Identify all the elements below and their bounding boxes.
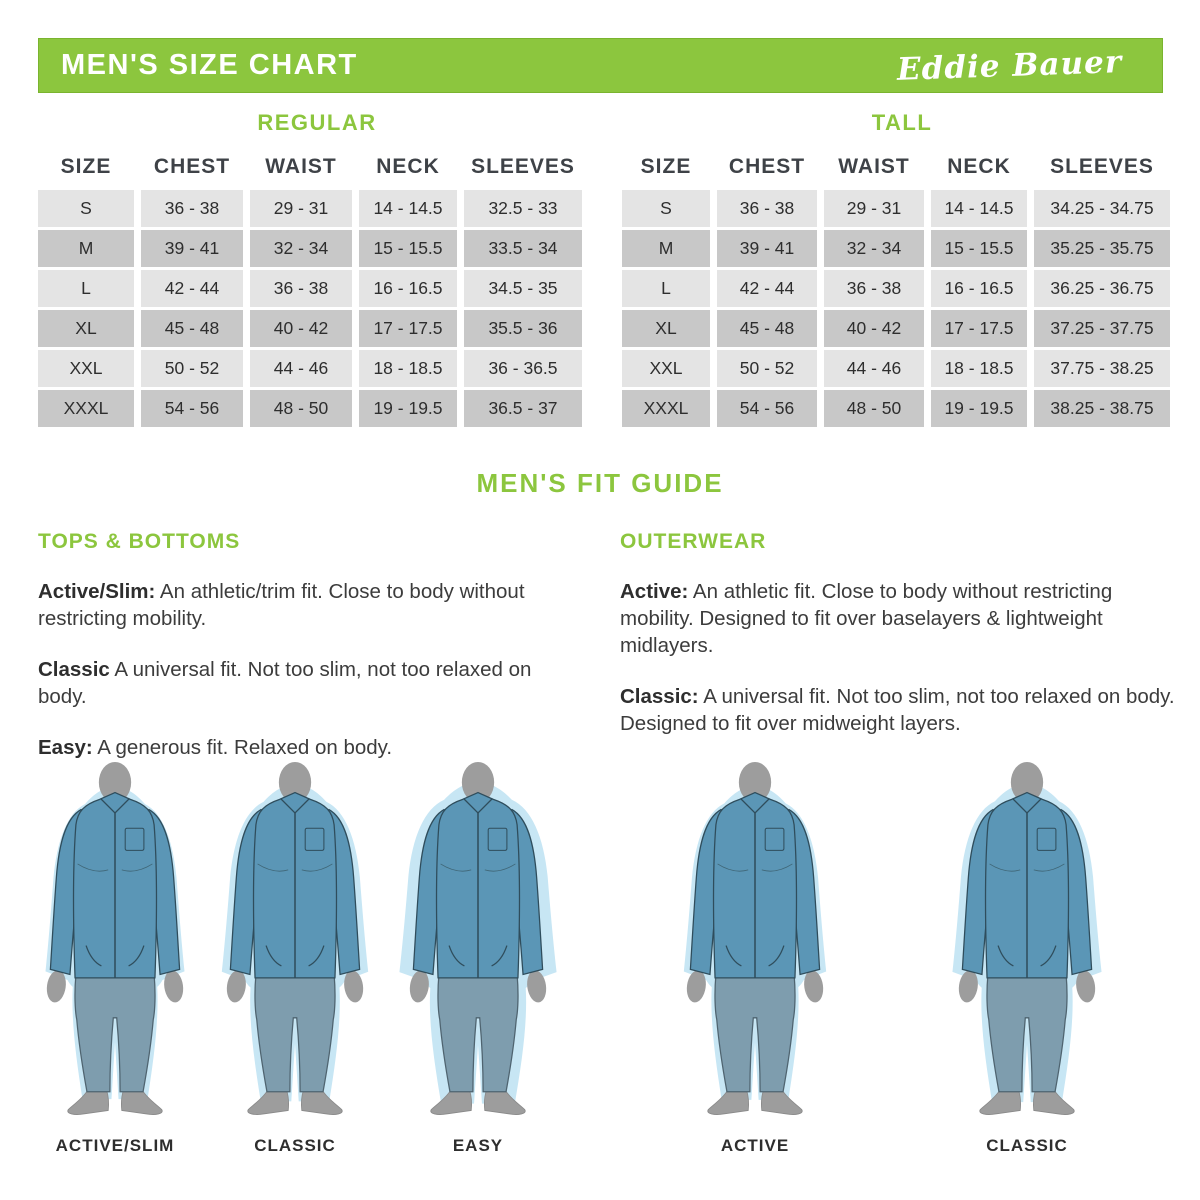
table-cell: 38.25 - 38.75 (1034, 390, 1170, 427)
table-cell: 29 - 31 (250, 190, 352, 227)
table-cell: L (622, 270, 710, 307)
table-row (622, 230, 1170, 267)
table-cell: 34.5 - 35 (464, 270, 582, 307)
page-title: MEN'S SIZE CHART (61, 49, 358, 81)
table-cell: 36 - 38 (250, 270, 352, 307)
regular-table-title: REGULAR (257, 110, 377, 135)
table-cell: 15 - 15.5 (359, 230, 457, 267)
table-row (622, 190, 1170, 227)
table-cell: 14 - 14.5 (931, 190, 1027, 227)
table-cell: 19 - 19.5 (359, 390, 457, 427)
table-cell: 36.5 - 37 (464, 390, 582, 427)
column-header: SIZE (640, 155, 692, 178)
table-cell: 48 - 50 (824, 390, 924, 427)
tall-size-table (615, 148, 1177, 430)
column-header: CHEST (728, 155, 806, 178)
table-cell: 36 - 36.5 (464, 350, 582, 387)
figure-active-outerwear (670, 760, 840, 1156)
table-cell: XXXL (38, 390, 134, 427)
mannequin-classic-illustration (210, 760, 380, 1126)
table-cell: 54 - 56 (717, 390, 817, 427)
figure-label: CLASSIC (254, 1136, 336, 1155)
fit-item-easy: Easy: A generous fit. Relaxed on body. (38, 736, 393, 760)
column-header: SIZE (60, 155, 112, 178)
table-cell: XXL (38, 350, 134, 387)
figure-active-slim (30, 760, 200, 1156)
table-cell: L (38, 270, 134, 307)
table-cell: 35.5 - 36 (464, 310, 582, 347)
table-row (38, 390, 582, 427)
table-row (622, 310, 1170, 347)
figure-classic-outerwear (942, 760, 1112, 1156)
regular-size-table (31, 148, 589, 430)
mannequin-classic-outerwear-illustration (942, 760, 1112, 1126)
table-row (38, 190, 582, 227)
table-cell: 40 - 42 (824, 310, 924, 347)
table-row (622, 350, 1170, 387)
regular-size-table-section (31, 110, 603, 430)
table-cell: M (622, 230, 710, 267)
table-row (38, 230, 582, 267)
table-cell: 18 - 18.5 (359, 350, 457, 387)
figure-label: ACTIVE/SLIM (55, 1136, 175, 1155)
table-cell: 36 - 38 (141, 190, 243, 227)
table-cell: 32 - 34 (250, 230, 352, 267)
fit-item-classic: Classic A universal fit. Not too slim, not too relaxed on body. (38, 658, 532, 709)
figure-label: ACTIVE (720, 1136, 790, 1155)
fit-section-title: OUTERWEAR (620, 530, 767, 553)
table-cell: 34.25 - 34.75 (1034, 190, 1170, 227)
fit-item-active: Active: An athletic fit. Close to body without restricting mobility. Designed to fit over baselayers & lightweight midlayers. (620, 580, 1113, 658)
fit-item-active-slim: Active/Slim: An athletic/trim fit. Close to body without restricting mobility. (38, 580, 525, 631)
table-cell: 50 - 52 (141, 350, 243, 387)
figure-easy (393, 760, 563, 1156)
table-cell: 42 - 44 (141, 270, 243, 307)
table-cell: M (38, 230, 134, 267)
table-cell: XXL (622, 350, 710, 387)
mannequin-easy-illustration (393, 760, 563, 1126)
table-cell: 39 - 41 (717, 230, 817, 267)
table-cell: 40 - 42 (250, 310, 352, 347)
table-cell: 54 - 56 (141, 390, 243, 427)
table-cell: 36.25 - 36.75 (1034, 270, 1170, 307)
table-cell: 45 - 48 (141, 310, 243, 347)
column-header: NECK (947, 155, 1011, 178)
column-header: WAIST (265, 155, 337, 178)
table-cell: 16 - 16.5 (931, 270, 1027, 307)
fit-item-classic: Classic: A universal fit. Not too slim, not too relaxed on body. Designed to fit over midweight layers. (620, 685, 1175, 736)
fit-section-title: TOPS & BOTTOMS (38, 530, 241, 553)
table-cell: 48 - 50 (250, 390, 352, 427)
table-cell: 36 - 38 (717, 190, 817, 227)
table-cell: 44 - 46 (824, 350, 924, 387)
fit-section-outerwear (620, 530, 1185, 761)
tall-size-table-section (615, 110, 1189, 430)
table-row (38, 310, 582, 347)
table-cell: 35.25 - 35.75 (1034, 230, 1170, 267)
table-cell: S (38, 190, 134, 227)
table-cell: 32.5 - 33 (464, 190, 582, 227)
figure-label: CLASSIC (986, 1136, 1068, 1155)
table-cell: 29 - 31 (824, 190, 924, 227)
mannequin-active-slim-illustration (30, 760, 200, 1126)
column-header: SLEEVES (1050, 155, 1154, 178)
table-cell: S (622, 190, 710, 227)
table-cell: 50 - 52 (717, 350, 817, 387)
table-cell: 32 - 34 (824, 230, 924, 267)
table-row (38, 350, 582, 387)
column-header: NECK (376, 155, 440, 178)
column-header: WAIST (838, 155, 910, 178)
eddie-bauer-logo: Eddie Bauer (896, 43, 1123, 88)
mannequin-active-illustration (670, 760, 840, 1126)
fit-section-tops-bottoms (38, 530, 563, 785)
table-cell: 33.5 - 34 (464, 230, 582, 267)
table-row (38, 270, 582, 307)
table-cell: 17 - 17.5 (931, 310, 1027, 347)
table-cell: 17 - 17.5 (359, 310, 457, 347)
column-header: CHEST (153, 155, 231, 178)
table-cell: 16 - 16.5 (359, 270, 457, 307)
table-row (622, 390, 1170, 427)
table-cell: 18 - 18.5 (931, 350, 1027, 387)
fit-guide-title: MEN'S FIT GUIDE (476, 468, 724, 498)
table-cell: 42 - 44 (717, 270, 817, 307)
table-cell: 37.75 - 38.25 (1034, 350, 1170, 387)
table-cell: XXXL (622, 390, 710, 427)
table-cell: 36 - 38 (824, 270, 924, 307)
table-row (622, 270, 1170, 307)
table-cell: 15 - 15.5 (931, 230, 1027, 267)
table-cell: 44 - 46 (250, 350, 352, 387)
column-header: SLEEVES (471, 155, 575, 178)
header-bar (38, 38, 1163, 93)
table-cell: 45 - 48 (717, 310, 817, 347)
table-cell: XL (622, 310, 710, 347)
figure-classic-tops (210, 760, 380, 1156)
table-cell: 14 - 14.5 (359, 190, 457, 227)
table-cell: 19 - 19.5 (931, 390, 1027, 427)
table-cell: XL (38, 310, 134, 347)
figure-label: EASY (452, 1136, 504, 1155)
table-cell: 37.25 - 37.75 (1034, 310, 1170, 347)
tall-table-title: TALL (871, 110, 933, 135)
table-cell: 39 - 41 (141, 230, 243, 267)
